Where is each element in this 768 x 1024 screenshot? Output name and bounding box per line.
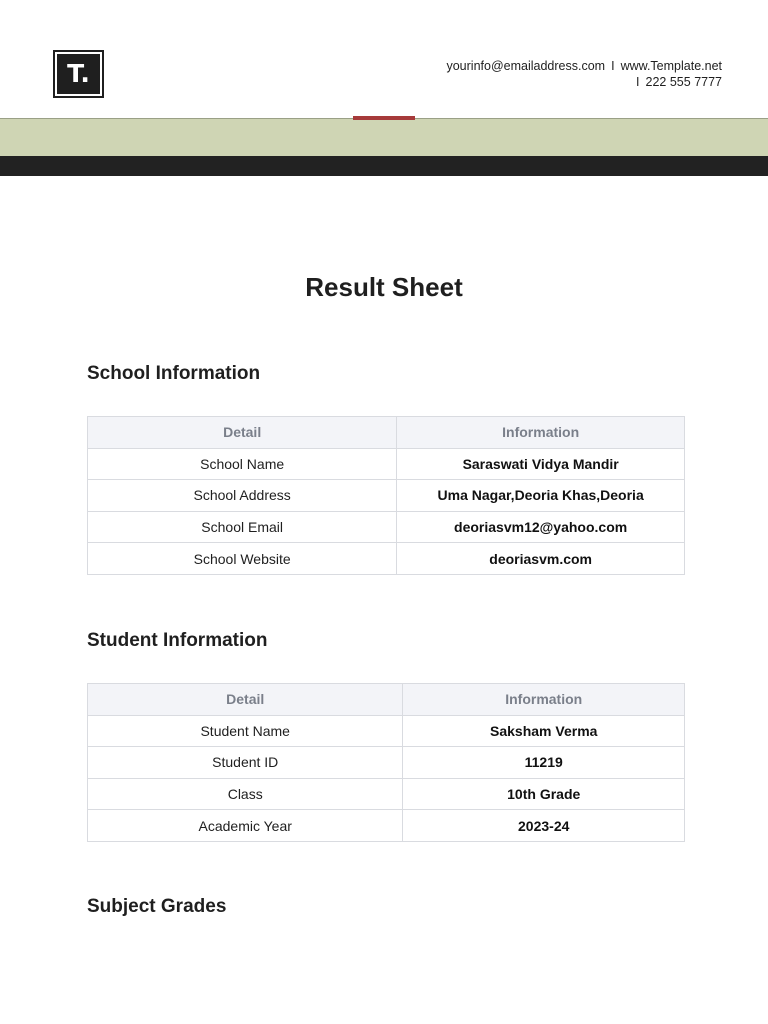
- row-label: School Website: [88, 543, 397, 575]
- grades-section-title: Subject Grades: [87, 896, 227, 917]
- header-band-accent: [353, 116, 415, 120]
- row-value: deoriasvm.com: [397, 543, 685, 575]
- row-label: Class: [88, 778, 403, 810]
- student-section-title: Student Information: [87, 630, 268, 651]
- table-header-row: [88, 417, 685, 449]
- table-row: [88, 480, 685, 512]
- table-header-row: [88, 684, 685, 716]
- logo-mark: T.: [57, 54, 100, 94]
- row-value: deoriasvm12@yahoo.com: [397, 511, 685, 543]
- row-value: Saksham Verma: [403, 715, 685, 747]
- row-label: Student Name: [88, 715, 403, 747]
- contact-email[interactable]: yourinfo@emailaddress.com: [446, 59, 606, 73]
- page-header: [0, 0, 768, 119]
- row-value: Uma Nagar,Deoria Khas,Deoria: [397, 480, 685, 512]
- student-info-table: [87, 683, 685, 842]
- row-label: School Name: [88, 448, 397, 480]
- contact-phone: 222 555 7777: [645, 75, 722, 89]
- contact-separator: I: [636, 75, 640, 89]
- school-info-table: [87, 416, 685, 575]
- contact-website[interactable]: www.Template.net: [620, 59, 722, 73]
- table-row: [88, 543, 685, 575]
- column-header-detail: Detail: [88, 417, 397, 449]
- contact-line-2: [446, 74, 722, 90]
- school-section-title: School Information: [87, 363, 261, 384]
- row-value: 11219: [403, 747, 685, 779]
- table-row: [88, 715, 685, 747]
- table-row: [88, 511, 685, 543]
- page-title: Result Sheet: [305, 272, 463, 302]
- row-label: School Address: [88, 480, 397, 512]
- header-band-dark: [0, 156, 768, 176]
- table-row: [88, 448, 685, 480]
- row-value: 2023-24: [403, 810, 685, 842]
- column-header-information: Information: [403, 684, 685, 716]
- table-row: [88, 747, 685, 779]
- logo: [53, 50, 104, 98]
- row-value: Saraswati Vidya Mandir: [397, 448, 685, 480]
- table-row: [88, 810, 685, 842]
- contact-info: [446, 58, 722, 90]
- column-header-information: Information: [397, 417, 685, 449]
- column-header-detail: Detail: [88, 684, 403, 716]
- row-label: Student ID: [88, 747, 403, 779]
- row-value: 10th Grade: [403, 778, 685, 810]
- contact-separator: I: [611, 59, 615, 73]
- contact-line-1: [446, 58, 722, 74]
- table-row: [88, 778, 685, 810]
- row-label: School Email: [88, 511, 397, 543]
- row-label: Academic Year: [88, 810, 403, 842]
- header-band-green: [0, 118, 768, 156]
